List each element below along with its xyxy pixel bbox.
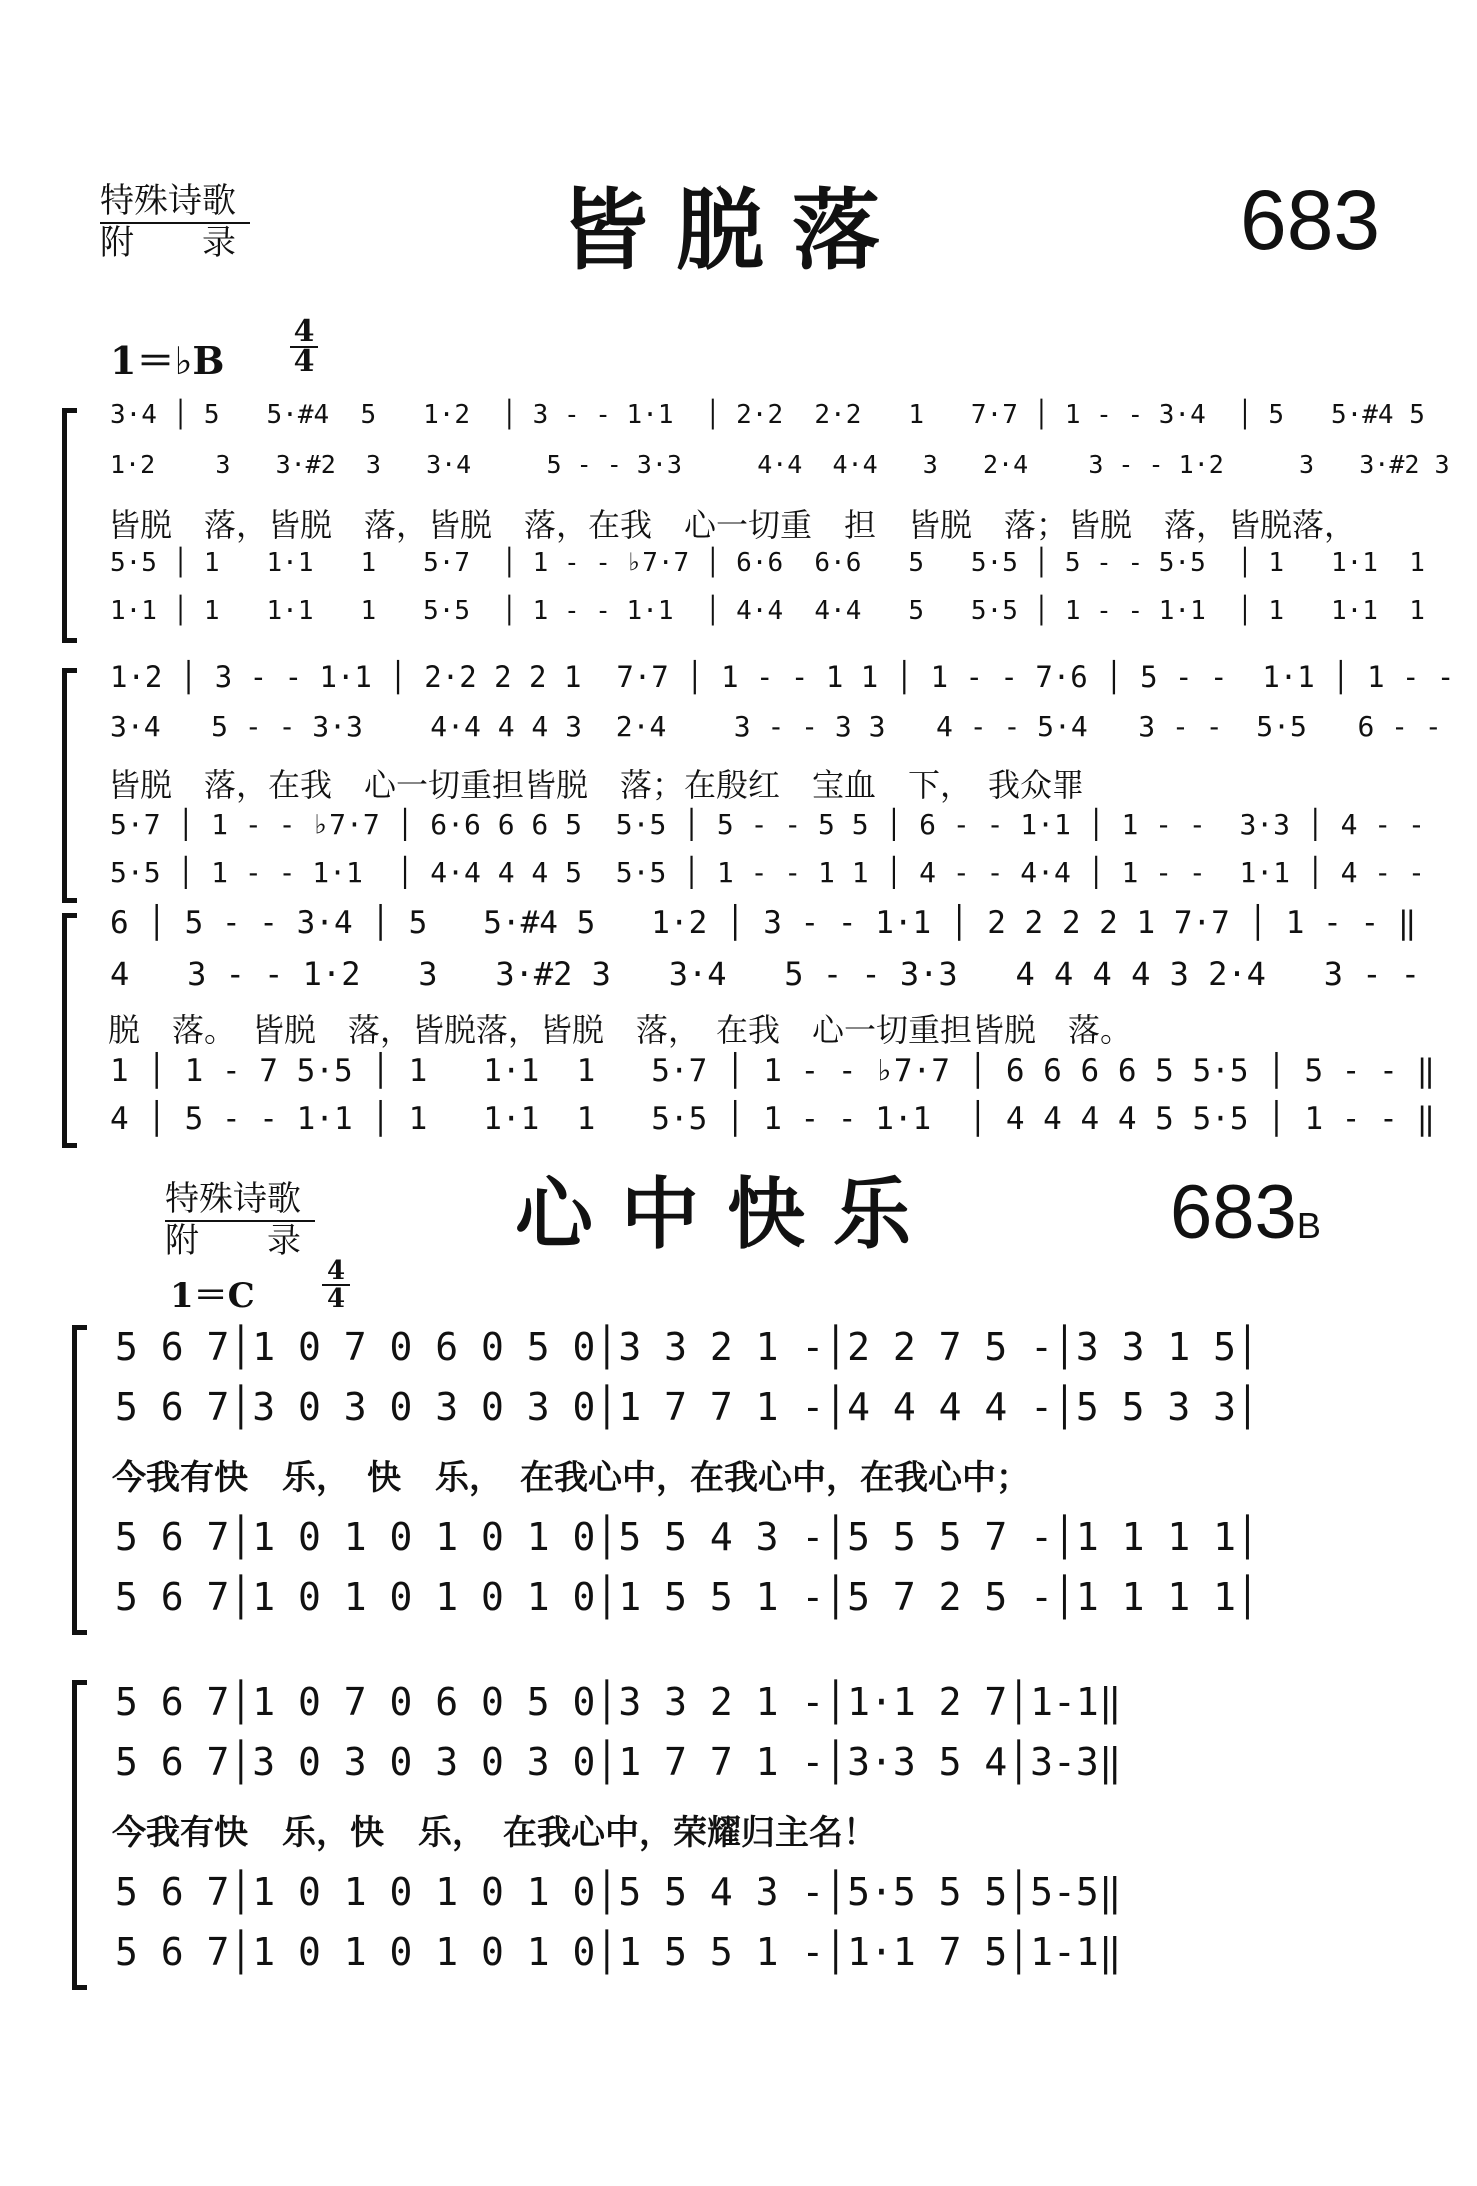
soprano-line: 6 │ 5 - - 3·4 │ 5 5·#4 5 1·2 │ 3 - - 1·1 │ 2 2 2 2 1 7·7 │ 1 - - ‖ <box>110 905 1417 941</box>
song2-number-main: 683 <box>1170 1170 1297 1255</box>
lyrics-line: 脱 落。 皆脱 落，皆脱落，皆脱 落， 在我 心一切重担皆脱 落。 <box>108 1011 1133 1049</box>
song2-key: 1＝C <box>170 1276 255 1316</box>
song1-category-line1: 特殊诗歌 <box>100 182 250 224</box>
system-brace <box>72 1680 87 1990</box>
bass-line: 5 6 7│1 0 1 0 1 0 1 0│1 5 5 1 -│1·1 7 5│1-1‖ <box>115 1930 1122 1974</box>
bass-line: 5·5 │ 1 - - 1·1 │ 4·4 4 4 5 5·5 │ 1 - - 1 1 │ 4 - - 4·4 │ 1 - - 1·1 │ 4 - - <box>110 856 1425 889</box>
tenor-line: 5 6 7│1 0 1 0 1 0 1 0│5 5 4 3 -│5 5 5 7 -│1 1 1 1│ <box>115 1515 1259 1559</box>
tenor-line: 1 │ 1 - 7 5·5 │ 1 1·1 1 5·7 │ 1 - - ♭7·7 │ 6 6 6 6 5 5·5 │ 5 - - ‖ <box>110 1053 1436 1089</box>
soprano-line: 1·2 │ 3 - - 1·1 │ 2·2 2 2 1 7·7 │ 1 - - 1 1 │ 1 - - 7·6 │ 5 - - 1·1 │ 1 - - <box>110 660 1455 694</box>
system-brace <box>62 408 77 643</box>
soprano-line: 5 6 7│1 0 7 0 6 0 5 0│3 3 2 1 -│2 2 7 5 -│3 3 1 5│ <box>115 1325 1259 1369</box>
system-brace <box>62 668 77 903</box>
song1-title: 皆脱落 <box>560 178 909 282</box>
bass-line: 5 6 7│1 0 1 0 1 0 1 0│1 5 5 1 -│5 7 2 5 -│1 1 1 1│ <box>115 1575 1259 1619</box>
song2-meter <box>322 1258 350 1312</box>
alto-line: 5 6 7│3 0 3 0 3 0 3 0│1 7 7 1 -│3·3 5 4│3-3‖ <box>115 1740 1122 1784</box>
soprano-line: 5 6 7│1 0 7 0 6 0 5 0│3 3 2 1 -│1·1 2 7│1-1‖ <box>115 1680 1122 1724</box>
song2-title: 心中快乐 <box>515 1169 940 1260</box>
tenor-line: 5 6 7│1 0 1 0 1 0 1 0│5 5 4 3 -│5·5 5 5│5-5‖ <box>115 1870 1122 1914</box>
bass-line: 1·1 │ 1 1·1 1 5·5 │ 1 - - 1·1 │ 4·4 4·4 5 5·5 │ 1 - - 1·1 │ 1 1·1 1 <box>110 596 1425 626</box>
soprano-line: 3·4 │ 5 5·#4 5 1·2 │ 3 - - 1·1 │ 2·2 2·2 1 7·7 │ 1 - - 3·4 │ 5 5·#4 5 <box>110 400 1425 430</box>
song1-category-line2: 附 录 <box>100 223 236 263</box>
alto-line: 1·2 3 3·#2 3 3·4 5 - - 3·3 4·4 4·4 3 2·4 3 - - 1·2 3 3·#2 3 <box>110 450 1450 479</box>
system-brace <box>72 1325 87 1635</box>
song2-category-line1: 特殊诗歌 <box>165 1180 315 1222</box>
song1-meter <box>290 314 318 379</box>
lyrics-line: 皆脱 落，皆脱 落，皆脱 落，在我 心一切重 担 皆脱 落；皆脱 落，皆脱落， <box>108 506 1357 544</box>
alto-line: 4 3 - - 1·2 3 3·#2 3 3·4 5 - - 3·3 4 4 4 4 3 2·4 3 - - <box>110 955 1421 993</box>
song1-meter-bottom: 4 <box>293 344 315 379</box>
alto-line: 5 6 7│3 0 3 0 3 0 3 0│1 7 7 1 -│4 4 4 4 -│5 5 3 3│ <box>115 1385 1259 1429</box>
song2-number-suffix: B <box>1296 1205 1321 1246</box>
system-brace <box>62 913 77 1148</box>
lyrics-line: 今我有快 乐，快 乐， 在我心中，荣耀归主名！ <box>112 1813 877 1853</box>
tenor-line: 5·7 │ 1 - - ♭7·7 │ 6·6 6 6 5 5·5 │ 5 - - 5 5 │ 6 - - 1·1 │ 1 - - 3·3 │ 4 - - <box>110 808 1425 841</box>
song2-meter-top: 4 <box>322 1258 350 1286</box>
song2-number <box>1170 1168 1321 1271</box>
song2-category <box>165 1180 315 1260</box>
tenor-line: 5·5 │ 1 1·1 1 5·7 │ 1 - - ♭7·7 │ 6·6 6·6 5 5·5 │ 5 - - 5·5 │ 1 1·1 1 <box>110 548 1425 578</box>
song1-key: 1＝♭B <box>110 338 225 383</box>
lyrics-line: 今我有快 乐， 快 乐， 在我心中，在我心中，在我心中； <box>112 1458 1030 1498</box>
song2-meter-bottom: 4 <box>326 1284 346 1314</box>
song1-category <box>100 182 250 262</box>
alto-line: 3·4 5 - - 3·3 4·4 4 4 3 2·4 3 - - 3 3 4 - - 5·4 3 - - 5·5 6 - - <box>110 710 1442 743</box>
song1-number: 683 <box>1240 173 1381 267</box>
song1-meter-top: 4 <box>290 318 318 348</box>
song2-category-line2: 附 录 <box>165 1221 301 1261</box>
lyrics-line: 皆脱 落，在我 心一切重担皆脱 落；在殷红 宝血 下， 我众罪 <box>108 766 1085 804</box>
bass-line: 4 │ 5 - - 1·1 │ 1 1·1 1 5·5 │ 1 - - 1·1 │ 4 4 4 4 5 5·5 │ 1 - - ‖ <box>110 1101 1436 1137</box>
